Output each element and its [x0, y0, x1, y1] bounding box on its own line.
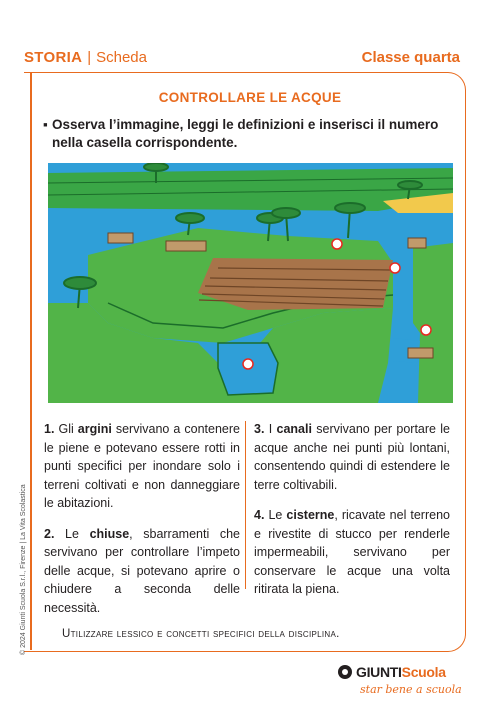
- giunti-scuola-logo: [338, 664, 468, 704]
- definition-argini: 1. Gli argini servivano a contenere le piene e potevano essere rotti in punti specifici per inondare solo i terreni coltivati e non danneggiare le abitazioni.: [44, 422, 240, 510]
- definition-chiuse: 2. Le chiuse, sbarramenti che servivano per controllare l’impeto delle acque, si potevano aprire o chiudere a seconda delle necessità.: [44, 526, 240, 615]
- copyright-text: © 2024 Giunti Scuola S.r.l., Firenze | La Vita Scolastica: [20, 484, 27, 655]
- subject-label: STORIA | Scheda: [24, 49, 147, 66]
- frame-left-border: [30, 72, 32, 650]
- definition-canali: 3. I canali servivano per portare le acque anche nei punti più lontani, consentendo quindi di estendere le terre coltivabili.: [254, 422, 450, 492]
- column-divider: [245, 421, 246, 589]
- logo-brand: GIUNTIScuola: [356, 664, 446, 680]
- giunti-logo-icon: [338, 665, 352, 679]
- instruction: ▪ Osserva l’immagine, leggi le definizioni e inserisci il numero nella casella corrispondente.: [43, 117, 439, 150]
- definition-cisterne: 4. Le cisterne, ricavate nel terreno e rivestite di stucco per renderle impermeabili, servivano per conservare le acque una volta ritirata la piena.: [254, 508, 450, 596]
- definitions-left-column: [44, 420, 240, 629]
- definitions-right-column: [254, 420, 450, 611]
- worksheet-title: CONTROLLARE LE ACQUE: [158, 90, 342, 105]
- irrigation-illustration: [48, 163, 453, 403]
- page-header: [0, 0, 500, 72]
- logo-tagline: star bene a scuola: [360, 683, 462, 696]
- footer-note: Utilizzare lessico e concetti specifici della disciplina.: [62, 628, 340, 640]
- class-label: Classe quarta: [361, 49, 460, 66]
